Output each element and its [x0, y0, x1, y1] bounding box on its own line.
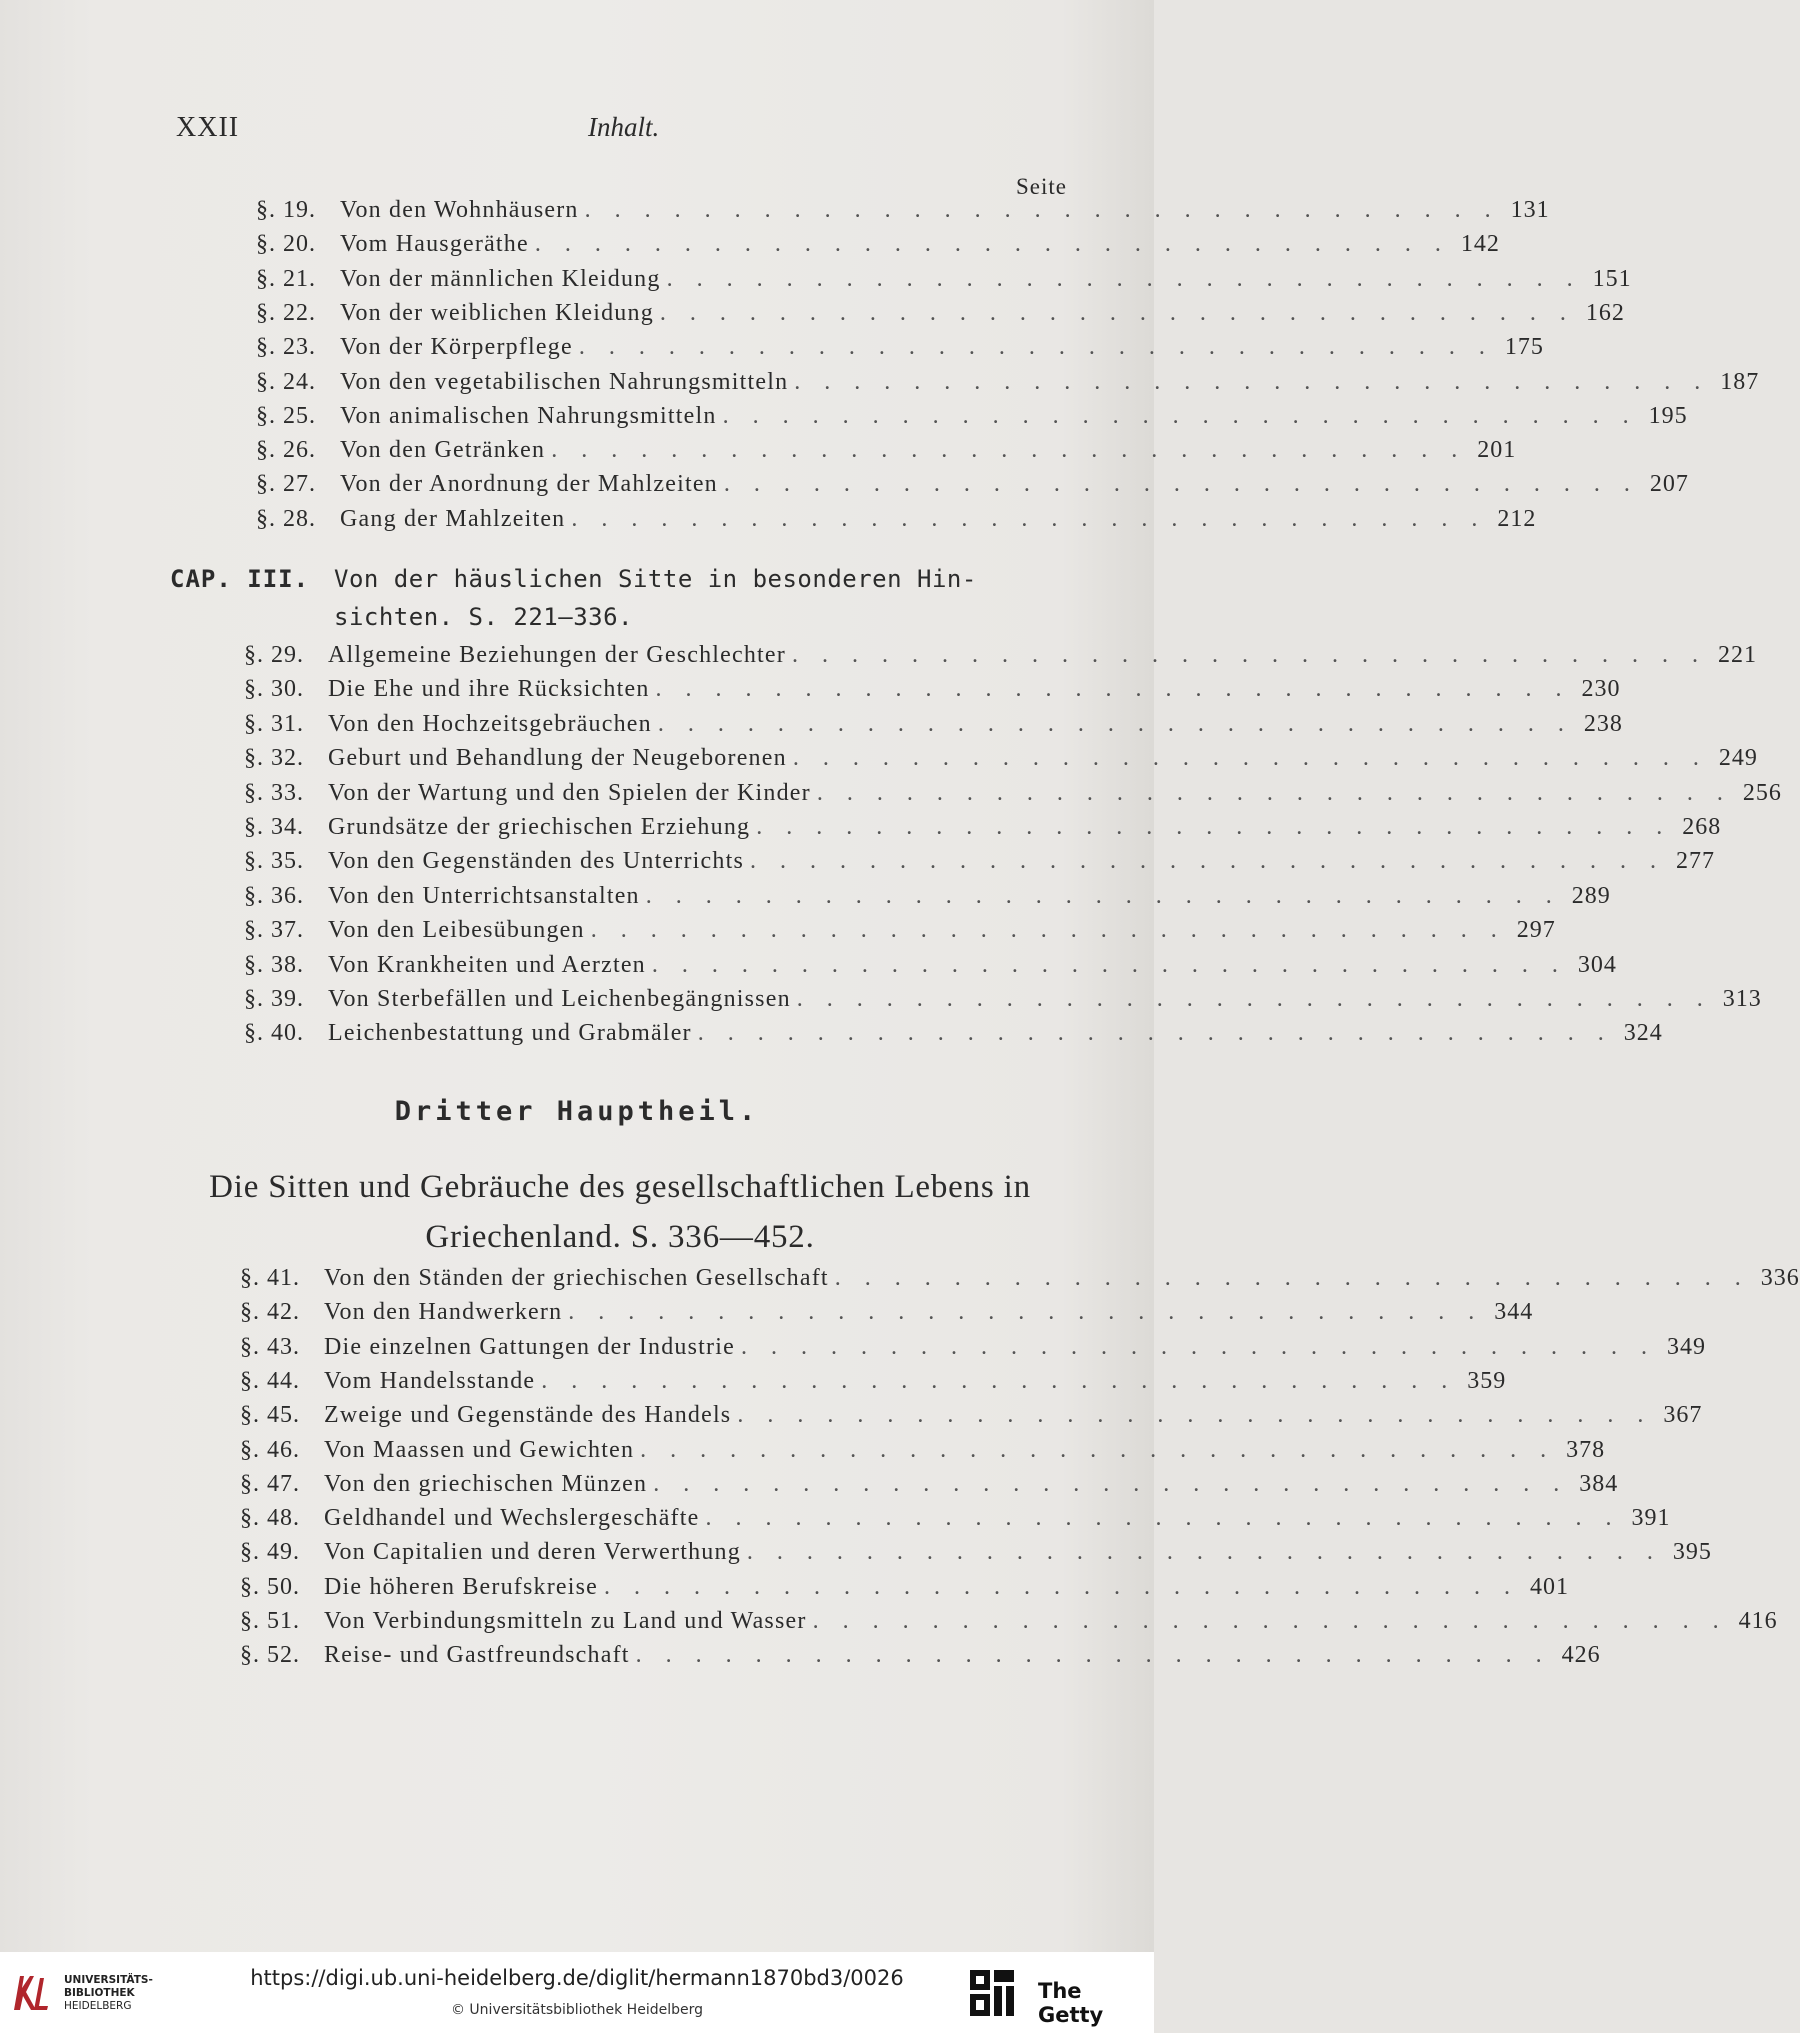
- toc-entry: [244, 710, 1623, 745]
- toc-entry-section: §. 46.: [240, 1436, 300, 1463]
- toc-entry-title: Reise- und Gastfreundschaft: [324, 1642, 630, 1669]
- toc-entry: [240, 1539, 1712, 1573]
- toc-entry-page: 212: [1497, 505, 1537, 532]
- toc-entry-section: §. 29.: [244, 642, 304, 668]
- toc-entry: [244, 814, 1722, 848]
- toc-entry-section: §. 41.: [240, 1265, 300, 1291]
- seite-label: Seite: [1016, 174, 1067, 199]
- toc-entry-title: Von Verbindungsmitteln zu Land und Wasser: [324, 1608, 807, 1634]
- toc-entry-page: 401: [1530, 1573, 1570, 1600]
- toc-entry-leader: . . . . . . . . . . . . . . . . . . . . . . . . . . . . . . .: [657, 710, 1573, 737]
- toc-entry: [244, 676, 1621, 710]
- toc-entry-page: 395: [1672, 1539, 1712, 1566]
- toc-entry-page: 131: [1510, 197, 1550, 223]
- toc-entry-title: Von den Unterrichtsanstalten: [328, 882, 640, 909]
- toc-entry-title: Geburt und Behandlung der Neugeborenen: [328, 745, 787, 772]
- toc-entry-title: Vom Handelsstande: [324, 1367, 536, 1394]
- toc-entry-section: §. 27.: [256, 471, 316, 498]
- toc-entry-title: Die Ehe und ihre Rücksichten: [328, 676, 650, 703]
- toc-entry-section: §. 48.: [240, 1505, 300, 1532]
- toc-entry-page: 416: [1738, 1608, 1778, 1634]
- toc-entry-title: Von Maassen und Gewichten: [324, 1436, 635, 1463]
- toc-entry-leader: . . . . . . . . . . . . . . . . . . . . . . . . . . . . . . .: [584, 197, 1500, 223]
- toc-entry: [244, 848, 1715, 882]
- partner-name: The Getty: [1038, 1979, 1104, 2027]
- toc-entry-page: 256: [1742, 779, 1782, 806]
- toc-entry-title: Von Capitalien und deren Verwerthung: [324, 1539, 741, 1566]
- toc-entry-title: Grundsätze der griechischen Erziehung: [328, 814, 751, 840]
- permalink-url[interactable]: https://digi.ub.uni-heidelberg.de/diglit/hermann1870bd3/0026: [250, 1966, 904, 1990]
- toc-entry: [240, 1436, 1606, 1471]
- library-name-line: BIBLIOTHEK: [64, 1987, 135, 1999]
- toc-entry: [240, 1608, 1778, 1642]
- toc-entry-leader: . . . . . . . . . . . . . . . . . . . . . . . . . . . . . . .: [796, 986, 1712, 1012]
- toc-entry-page: 175: [1504, 334, 1544, 361]
- toc-entry-page: 289: [1571, 882, 1611, 909]
- toc-entry-page: 142: [1460, 231, 1500, 258]
- toc-entry-section: §. 33.: [244, 779, 304, 806]
- toc-entry-section: §. 52.: [240, 1642, 300, 1669]
- toc-entry-leader: . . . . . . . . . . . . . . . . . . . . . . . . . . . . . . .: [655, 676, 1571, 703]
- toc-entry-title: Von der Wartung und den Spielen der Kinder: [328, 779, 811, 806]
- toc-entry-section: §. 35.: [244, 848, 304, 875]
- toc-entry-section: §. 32.: [244, 745, 304, 772]
- toc-entry-section: §. 38.: [244, 951, 304, 978]
- toc-entry-leader: . . . . . . . . . . . . . . . . . . . . . . . . . . . . . . .: [590, 917, 1506, 944]
- toc-entry-page: 378: [1566, 1436, 1606, 1463]
- toc-entry-title: Von den griechischen Münzen: [324, 1470, 648, 1497]
- toc-entry-page: 359: [1467, 1367, 1507, 1394]
- toc-entry-leader: . . . . . . . . . . . . . . . . . . . . . . . . . . . . . . .: [666, 265, 1582, 292]
- toc-entry-leader: . . . . . . . . . . . . . . . . . . . . . . . . . . . . . . .: [722, 402, 1638, 429]
- toc-entry-title: Von der männlichen Kleidung: [340, 265, 661, 292]
- toc-entry-section: §. 19.: [256, 197, 316, 223]
- toc-entry: [256, 334, 1544, 368]
- toc-entry: [256, 299, 1625, 334]
- toc-entry: [240, 1299, 1534, 1333]
- toc-entry-page: 384: [1579, 1470, 1619, 1497]
- toc-entry-leader: . . . . . . . . . . . . . . . . . . . . . . . . . . . . . . .: [578, 334, 1494, 361]
- toc-entry-title: Von den Wohnhäusern: [340, 197, 579, 223]
- toc-entry-page: 349: [1666, 1333, 1706, 1360]
- toc-entry-leader: . . . . . . . . . . . . . . . . . . . . . . . . . . . . . . .: [571, 505, 1487, 532]
- toc-entry-page: 221: [1717, 642, 1757, 668]
- toc-entry-page: 313: [1722, 986, 1762, 1012]
- toc-entry: [240, 1573, 1570, 1608]
- toc-entry-section: §. 36.: [244, 882, 304, 909]
- toc-entry-leader: . . . . . . . . . . . . . . . . . . . . . . . . . . . . . . .: [740, 1333, 1656, 1360]
- toc-entry-title: Von der Körperpflege: [340, 334, 573, 361]
- toc-entry: [240, 1333, 1706, 1368]
- toc-entry-title: Von der Anordnung der Mahlzeiten: [340, 471, 718, 498]
- toc-entry-leader: . . . . . . . . . . . . . . . . . . . . . . . . . . . . . . .: [651, 951, 1567, 978]
- toc-entry-section: §. 20.: [256, 231, 316, 258]
- toc-entry: [244, 642, 1757, 676]
- toc-entry-section: §. 37.: [244, 917, 304, 944]
- chapter-title-line: sichten. S. 221—336.: [334, 603, 633, 631]
- toc-entry-leader: . . . . . . . . . . . . . . . . . . . . . . . . . . . . . . .: [816, 779, 1732, 806]
- toc-entry-leader: . . . . . . . . . . . . . . . . . . . . . . . . . . . . . . .: [568, 1299, 1484, 1326]
- toc-entry: [240, 1265, 1800, 1299]
- toc-entry-section: §. 22.: [256, 299, 316, 326]
- toc-entry: [256, 265, 1632, 300]
- toc-entry-page: 391: [1631, 1505, 1671, 1532]
- toc-entry: [244, 882, 1611, 917]
- toc-entry: [244, 917, 1556, 951]
- toc-entry: [256, 231, 1500, 265]
- toc-entry-section: §. 25.: [256, 402, 316, 429]
- toc-entry-leader: . . . . . . . . . . . . . . . . . . . . . . . . . . . . . . .: [792, 745, 1708, 772]
- toc-entry-title: Von den Leibesübungen: [328, 917, 585, 944]
- toc-entry-section: §. 50.: [240, 1573, 300, 1600]
- toc-entry-section: §. 39.: [244, 986, 304, 1012]
- toc-entry-leader: . . . . . . . . . . . . . . . . . . . . . . . . . . . . . . .: [723, 471, 1639, 498]
- toc-entry: [244, 986, 1762, 1020]
- toc-entry-leader: . . . . . . . . . . . . . . . . . . . . . . . . . . . . . . .: [746, 1539, 1662, 1566]
- toc-entry-leader: . . . . . . . . . . . . . . . . . . . . . . . . . . . . . . .: [635, 1642, 1551, 1669]
- toc-entry: [244, 745, 1758, 779]
- toc-entry-section: §. 31.: [244, 710, 304, 737]
- toc-entry-section: §. 30.: [244, 676, 304, 703]
- toc-entry-page: 230: [1581, 676, 1621, 703]
- toc-entry-leader: . . . . . . . . . . . . . . . . . . . . . . . . . . . . . . .: [653, 1470, 1569, 1497]
- toc-entry: [240, 1470, 1619, 1505]
- toc-entry-leader: . . . . . . . . . . . . . . . . . . . . . . . . . . . . . . .: [750, 848, 1665, 875]
- toc-entry-title: Von den Handwerkern: [324, 1299, 563, 1326]
- toc-entry-page: 207: [1649, 471, 1689, 498]
- copyright-notice: © Universitätsbibliothek Heidelberg: [450, 2002, 703, 2018]
- toc-entry: [244, 779, 1782, 814]
- part-subtitle: [160, 1162, 1080, 1262]
- toc-entry-leader: . . . . . . . . . . . . . . . . . . . . . . . . . . . . . . .: [705, 1505, 1621, 1532]
- toc-entry-section: §. 43.: [240, 1333, 300, 1360]
- toc-entry: [256, 402, 1688, 437]
- toc-entry-leader: . . . . . . . . . . . . . . . . . . . . . . . . . . . . . . .: [551, 437, 1467, 464]
- toc-entry-section: §. 24.: [256, 368, 316, 395]
- toc-entry: [256, 471, 1689, 505]
- toc-entry-section: §. 51.: [240, 1608, 300, 1634]
- toc-entry-section: §. 42.: [240, 1299, 300, 1326]
- toc-entry-section: §. 23.: [256, 334, 316, 361]
- toc-entry-page: 238: [1583, 710, 1623, 737]
- toc-entry: [256, 197, 1550, 231]
- toc-entry-title: Von animalischen Nahrungsmitteln: [340, 402, 717, 429]
- toc-entry-title: Von Sterbefällen und Leichenbegängnissen: [328, 986, 791, 1012]
- toc-entry-title: Von den vegetabilischen Nahrungsmitteln: [340, 368, 789, 395]
- toc-entry-leader: . . . . . . . . . . . . . . . . . . . . . . . . . . . . . . .: [812, 1608, 1728, 1634]
- toc-entry-title: Von den Hochzeitsgebräuchen: [328, 710, 652, 737]
- toc-entry-leader: . . . . . . . . . . . . . . . . . . . . . . . . . . . . . . .: [541, 1367, 1457, 1394]
- getty-logo-icon: [968, 1968, 1018, 2020]
- toc-entry: [256, 368, 1760, 403]
- toc-entry-title: Von den Getränken: [340, 437, 546, 464]
- toc-entry-title: Leichenbestattung und Grabmäler: [328, 1020, 692, 1047]
- toc-entry-section: §. 44.: [240, 1367, 300, 1394]
- toc-entry-leader: . . . . . . . . . . . . . . . . . . . . . . . . . . . . . . .: [834, 1265, 1750, 1291]
- toc-entry: [244, 1020, 1663, 1054]
- toc-entry-section: §. 28.: [256, 505, 316, 532]
- toc-entry-leader: . . . . . . . . . . . . . . . . . . . . . . . . . . . . . . .: [645, 882, 1561, 909]
- toc-entry-section: §. 47.: [240, 1470, 300, 1497]
- chapter-label: CAP. III.: [170, 565, 310, 593]
- toc-entry-title: Gang der Mahlzeiten: [340, 505, 566, 532]
- part-heading: Dritter Hauptheil.: [394, 1096, 760, 1127]
- toc-entry-title: Allgemeine Beziehungen der Geschlechter: [328, 642, 786, 668]
- toc-entry-page: 367: [1663, 1402, 1703, 1429]
- toc-entry-section: §. 40.: [244, 1020, 304, 1047]
- toc-entry-title: Vom Hausgeräthe: [340, 231, 529, 258]
- toc-entry-page: 201: [1477, 437, 1517, 464]
- toc-entry: [240, 1505, 1671, 1539]
- toc-entry-title: Geldhandel und Wechslergeschäfte: [324, 1505, 700, 1532]
- toc-entry: [240, 1642, 1601, 1676]
- toc-entry-title: Zweige und Gegenstände des Handels: [324, 1402, 732, 1429]
- toc-entry-page: 297: [1516, 917, 1556, 944]
- toc-entry: [240, 1367, 1507, 1402]
- toc-entry-leader: . . . . . . . . . . . . . . . . . . . . . . . . . . . . . . .: [534, 231, 1450, 258]
- toc-entry-title: Die höheren Berufskreise: [324, 1573, 599, 1600]
- chapter-title-line: Von der häuslichen Sitte in besonderen Hin-: [334, 565, 977, 593]
- toc-entry-title: Von der weiblichen Kleidung: [340, 299, 654, 326]
- toc-entry-page: 324: [1623, 1020, 1663, 1047]
- toc-entry-section: §. 34.: [244, 814, 304, 840]
- toc-entry-page: 304: [1577, 951, 1617, 978]
- toc-entry-section: §. 49.: [240, 1539, 300, 1566]
- part-subtitle-line: Die Sitten und Gebräuche des gesellschaftlichen Lebens in: [209, 1169, 1031, 1205]
- library-name-line: UNIVERSITÄTS-: [64, 1974, 153, 1986]
- page-header: [176, 112, 1074, 152]
- toc-entry-leader: . . . . . . . . . . . . . . . . . . . . . . . . . . . . . . .: [794, 368, 1710, 395]
- toc-entry-page: 336: [1760, 1265, 1800, 1291]
- toc-entry-page: 426: [1561, 1642, 1601, 1669]
- toc-entry: [240, 1402, 1703, 1436]
- toc-entry-page: 187: [1720, 368, 1760, 395]
- toc-entry-leader: . . . . . . . . . . . . . . . . . . . . . . . . . . . . . . .: [640, 1436, 1556, 1463]
- running-title: Inhalt.: [588, 112, 660, 142]
- toc-entry-leader: . . . . . . . . . . . . . . . . . . . . . . . . . . . . . . .: [604, 1573, 1520, 1600]
- toc-entry-page: 162: [1585, 299, 1625, 326]
- chapter-title: [334, 560, 1014, 636]
- toc-entry-leader: . . . . . . . . . . . . . . . . . . . . . . . . . . . . . . .: [659, 299, 1575, 326]
- toc-entry-page: 277: [1676, 848, 1715, 875]
- toc-entry-title: Von den Ständen der griechischen Gesellschaft: [324, 1265, 829, 1291]
- toc-entry: [256, 505, 1537, 540]
- toc-entry-section: §. 45.: [240, 1402, 300, 1429]
- toc-entry-title: Von Krankheiten und Aerzten: [328, 951, 646, 978]
- toc-entry-page: 249: [1718, 745, 1758, 772]
- toc-entry-leader: . . . . . . . . . . . . . . . . . . . . . . . . . . . . . . .: [756, 814, 1672, 840]
- toc-entry: [244, 951, 1617, 986]
- toc-entry-page: 151: [1592, 265, 1632, 292]
- toc-entry-section: §. 21.: [256, 265, 316, 292]
- toc-entry-leader: . . . . . . . . . . . . . . . . . . . . . . . . . . . . . . .: [697, 1020, 1613, 1047]
- toc-entry-page: 344: [1494, 1299, 1534, 1326]
- toc-entry-page: 195: [1648, 402, 1688, 429]
- part-subtitle-line: Griechenland. S. 336—452.: [425, 1219, 815, 1255]
- toc-entry-title: Die einzelnen Gattungen der Industrie: [324, 1333, 735, 1360]
- toc-entry-page: 268: [1682, 814, 1722, 840]
- page-number: XXII: [176, 112, 240, 143]
- toc-entry-leader: . . . . . . . . . . . . . . . . . . . . . . . . . . . . . . .: [737, 1402, 1653, 1429]
- toc-entry-leader: . . . . . . . . . . . . . . . . . . . . . . . . . . . . . . .: [791, 642, 1707, 668]
- toc-entry-section: §. 26.: [256, 437, 316, 464]
- viewer-footer: [0, 1952, 1154, 2033]
- toc-entry-title: Von den Gegenständen des Unterrichts: [328, 848, 744, 875]
- toc-entry: [256, 437, 1517, 471]
- library-city: HEIDELBERG: [64, 2000, 132, 2012]
